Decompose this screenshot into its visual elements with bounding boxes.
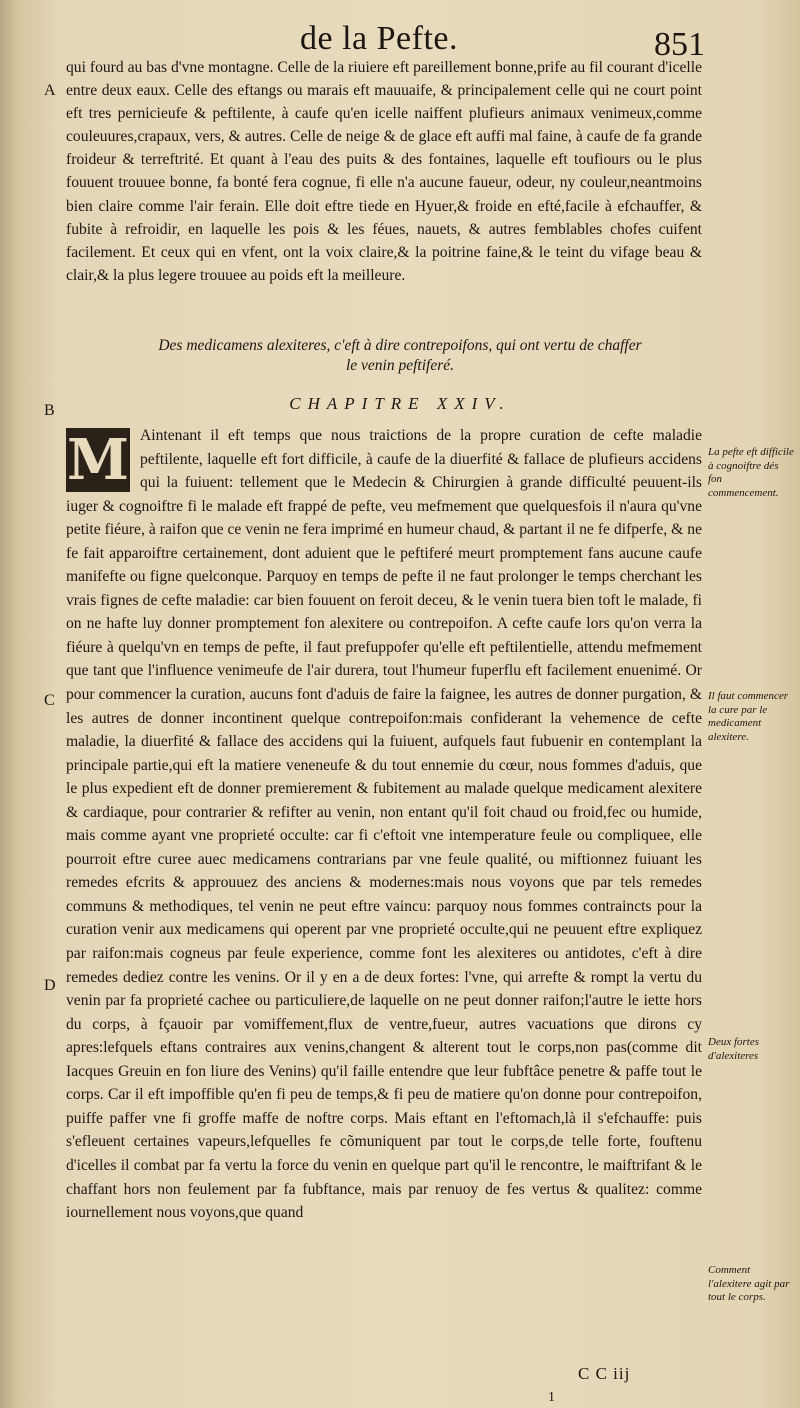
chapter-text-block [66, 424, 702, 1225]
section-title-line-2: le venin peftiferé. [345, 357, 455, 374]
margin-note-4: Comment l'alexitere agit par tout le corps. [708, 1264, 790, 1303]
intro-paragraph-block [66, 56, 702, 287]
signature-mark: C C iij [578, 1364, 631, 1383]
chapter-paragraph: Aintenant il eft temps que nous traictions de la propre curation de cefte maladie peftilente, laquelle eft fort difficile, à caufe de la diuerfité & fallace de plufieurs accidens qui la fuiuent: tellement que le Medecin & Chirurgien à grande difficulté peuuent-ils iuger & cognoiftre fi le malade eft frappé de pefte, veu mefmement que quelquesfois il n'aura qu'vne petite fiéure, à raifon que ce venin ne fera imprimé en humeur chaud, & partant il ne fe difperfe, & ne fe fait apparoiftre certainement, dont aduient que le peftiferé meurt promptement fans aucune caufe manifefte ou figne quelconque. Parquoy en temps de pefte il ne faut prolonger le temps cherchant les vrais fignes de cefte maladie: car bien fouuent on feroit deceu, & le venin tuera bien toft le malade, fi on ne hafte luy donner promptement fon alexitere ou contrepoifon. A cefte caufe lors qu'on verra la fiéure à quelqu'vn en temps de pefte, il faut prefuppofer qu'elle eft peftilentielle, attendu mefmement que tant que l'influence venimeufe de l'air durera, tout l'humeur fuperflu eft facilement enuenimé. Or pour commencer la curation, aucuns font d'aduis de faire la faignee, les autres de donner purgation, & les autres de donner incontinent quelque contrepoifon:mais confiderant la vehemence de cefte maladie, la diuerfité & fallace des accidens qui la fuiuent, aufquels faut fubuenir en contemplant la principale partie,qui eft la matiere veneneufe & du tout ennemie du cœur, nous fommes d'aduis, que le plus expedient eft de donner premierement & fubitement au malade quelque medicament alexitere & cardiaque, pour contrarier & refifter au venin, non entant qu'il foit chaud ou froid,fec ou humide, mais comme ayant vne proprieté occulte: car fi c'eftoit vne intemperature feule ou compliquee, elle pourroit eftre curee auec medicamens contrarians par vne feule qualité, ou miftionnez fuiuant les remedes efcrits & approuuez des anciens & modernes:mais nous voyons que par tels remedes communs & methodiques, tel venin ne peut eftre vaincu: parquoy nous fommes contraincts pour la curation venir aux medicamens qui operent par vne proprieté occulte,qui ne peuuent eftre expliquez par raifon:mais cogneus par feule experience, comme font les alexiteres ou antidotes, c'eft à dire remedes dediez contre les venins. Or il y en a de deux fortes: l'vne, qui arrefte & rompt la vertu du venin par fa proprieté cachee ou particuliere,de laquelle on ne peut donner raifon;l'autre le iette hors du corps, à fçauoir par vomiffement,flux de ventre,fueur, autres vacuations que dirons cy apres:lefquels eftans contraires aux venins,changent & alterent tout le corps,non pas(comme dit Iacques Greuin en fon liure des Venins) qu'il faille entendre que leur fubftâce penetre & paffe tout le corps. Car il eft impoffible qu'en fi peu de temps,& fi peu de matiere qu'on donne pour contrepoifon, puiffe paffer vne fi groffe maffe de noftre corps. Mais eftant en l'eftomach,là il s'efchauffe: puis s'efleuent certaines vapeurs,lefquelles fe cõmuniquent par tout le corps,de telle forte, fouftenu d'icelles il combat par fa vertu la force du venin en quelque part qu'il le rencontre, le maiftrifant & le chaffant hors non feulement par fa fubftance, mais par renuoy de fes vertus & qualitez: comme iournellement nous voyons,que quand [66, 427, 702, 1222]
footer-mark: 1 [548, 1390, 555, 1405]
intro-paragraph: qui fourd au bas d'vne montagne. Celle de la riuiere eft pareillement bonne,prife au fil courant d'icelle entre deux eaux. Celle des eftangs ou marais eft mauuaife, & principalement celle qui ne court point eft tres pernicieufe & peftilente, à caufe qu'en icelle naiffent plufieurs animaux venimeux,comme couleuures,crapaux, vers, & autres. Celle de neige & de glace eft auffi mal faine, à caufe de fa grande froideur & terreftrité. Et quant à l'eau des puits & des fontaines, laquelle eft toufiours ou le plus fouuent trouuee bonne, fa bonté fera cognue, fi elle n'a aucune faueur, odeur, ny couleur,neantmoins bien claire comme l'air ferain. Elle doit eftre tiede en Hyuer,& froide en efté,facile à efchauffer, & fubite à refroidir, en laquelle les pois & les féues, nauets, & autres femblables chofes cuifent facilement. Et ceux qui en vfent, ont la voix claire,& la poitrine faine,& le teint du vifage beau & clair,& la plus legere trouuee au poids eft la meilleure. [66, 59, 702, 284]
running-title: de la Pefte. [300, 20, 458, 57]
margin-note-2: Il faut commencer la cure par le medicament alexitere. [708, 690, 789, 743]
margin-note-1: La pefte eft difficile à cognoiftre dés fon commencement. [708, 446, 794, 499]
margin-letter-d: D [44, 977, 56, 994]
section-title [110, 336, 690, 376]
margin-note-3: Deux fortes d'alexiteres [708, 1036, 760, 1062]
drop-cap: M [67, 427, 129, 493]
section-title-line-1: Des medicamens alexiteres, c'eft à dire contrepoifons, qui ont vertu de chaffer [158, 337, 642, 354]
margin-letter-b: B [44, 402, 55, 419]
page-number: 851 [654, 26, 705, 63]
margin-letter-c: C [44, 692, 55, 709]
chapter-heading: CHAPITRE XXIV. [289, 394, 511, 413]
margin-letter-a: A [44, 82, 56, 99]
